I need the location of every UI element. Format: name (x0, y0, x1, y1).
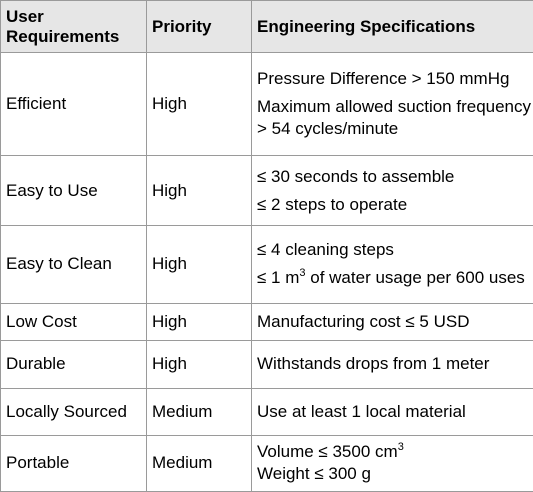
specification-line: Maximum allowed suction frequency > 54 cycles/minute (257, 97, 532, 139)
requirement-label: Locally Sourced (6, 401, 127, 421)
requirement-cell (1, 388, 147, 435)
specification-line (257, 441, 533, 463)
header-user-requirements-label: User Requirements (6, 6, 120, 46)
specification-cell (252, 53, 533, 156)
priority-label: High (152, 311, 187, 331)
specification-cell (252, 156, 533, 226)
specification-text: Volume ≤ 3500 cm (257, 442, 398, 462)
priority-cell (147, 388, 252, 435)
specification-cell (252, 303, 533, 340)
requirement-cell (1, 156, 147, 226)
specification-line: Withstands drops from 1 meter (257, 354, 490, 374)
specification-cell (252, 340, 533, 388)
requirement-label: Low Cost (6, 311, 77, 331)
specification-line: Pressure Difference > 150 mmHg (257, 69, 510, 89)
priority-label: High (152, 180, 187, 200)
table-row (1, 53, 533, 156)
requirement-cell (1, 303, 147, 340)
header-engineering-specifications-label: Engineering Specifications (257, 16, 476, 36)
priority-label: High (152, 254, 187, 274)
specification-line: Manufacturing cost ≤ 5 USD (257, 311, 470, 331)
requirement-label: Easy to Use (6, 180, 98, 200)
header-row (1, 1, 533, 53)
superscript-exponent: 3 (397, 441, 404, 454)
specification-cell (252, 388, 533, 435)
table-row (1, 388, 533, 435)
specification-line: ≤ 4 cleaning steps (257, 240, 394, 260)
header-user-requirements (1, 1, 147, 53)
priority-cell (147, 226, 252, 303)
specification-line: Weight ≤ 300 g (257, 464, 371, 484)
requirement-cell (1, 340, 147, 388)
requirement-label: Portable (6, 453, 70, 473)
header-priority (147, 1, 252, 53)
priority-cell (147, 340, 252, 388)
specification-cell (252, 435, 533, 491)
priority-label: Medium (152, 401, 213, 421)
priority-cell (147, 435, 252, 491)
requirement-cell (1, 226, 147, 303)
priority-label: High (152, 94, 187, 114)
requirement-cell (1, 53, 147, 156)
priority-cell (147, 303, 252, 340)
table-row (1, 303, 533, 340)
table-body (1, 53, 533, 492)
header-engineering-specifications (252, 1, 533, 53)
table-row (1, 156, 533, 226)
specification-line (257, 267, 533, 289)
requirement-label: Easy to Clean (6, 254, 112, 274)
requirement-label: Efficient (6, 94, 67, 114)
requirement-cell (1, 435, 147, 491)
superscript-exponent: 3 (299, 267, 306, 280)
priority-label: High (152, 354, 187, 374)
priority-cell (147, 53, 252, 156)
specification-text: ≤ 1 m (257, 268, 300, 288)
specification-line: ≤ 30 seconds to assemble (257, 166, 455, 186)
specification-line: ≤ 2 steps to operate (257, 194, 408, 214)
requirement-label: Durable (6, 354, 66, 374)
table-row (1, 340, 533, 388)
table-row (1, 226, 533, 303)
specification-line: Use at least 1 local material (257, 401, 466, 421)
priority-label: Medium (152, 453, 213, 473)
header-priority-label: Priority (152, 16, 212, 36)
specification-cell (252, 226, 533, 303)
priority-cell (147, 156, 252, 226)
specification-text: of water usage per 600 uses (305, 268, 525, 288)
table-row (1, 435, 533, 491)
